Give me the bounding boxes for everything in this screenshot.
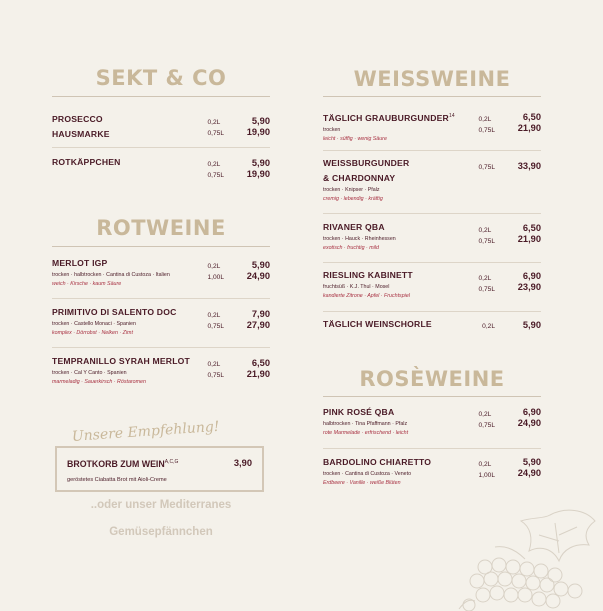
wine-sizes: 0,2L 0,75L: [478, 411, 495, 429]
wine-taste: rote Marmelade · erfrischend · leicht: [323, 430, 409, 436]
wine-name: RIESLING KABINETT: [323, 270, 413, 280]
wine-desc: trocken: [323, 126, 341, 133]
wine-taste: leicht · süffig · wenig Säure: [323, 135, 387, 142]
recommendation-desc: geröstetes Ciabatta Brot mit Aioli-Creme: [67, 477, 167, 483]
rose-heading: ROSÈWEINE: [359, 367, 505, 391]
divider: [323, 150, 541, 151]
wine-taste: Erdbeere · Vanille · weiße Blüten: [323, 480, 401, 486]
wine-name: RIVANER QBA: [323, 222, 385, 232]
weiss-heading-rule: [323, 96, 541, 97]
recommendation-title: Unsere Empfehlung!: [71, 418, 220, 445]
grape-vine-illustration: [455, 505, 603, 611]
rot-heading-rule: [52, 246, 270, 247]
wine-sizes: 0,75L: [478, 164, 495, 171]
wine-prices: 6,50 21,90: [246, 358, 270, 379]
wine-item-primitivo: [52, 305, 270, 338]
wine-name: PINK ROSÉ QBA: [323, 407, 395, 417]
wine-item-pink-rose: [323, 405, 541, 438]
sekt-heading: SEKT & CO: [95, 66, 227, 90]
wine-prices: 6,90 24,90: [517, 407, 541, 428]
sekt-heading-rule: [52, 96, 270, 97]
wine-desc: trocken · Knipser · Pfalz: [323, 187, 380, 193]
divider: [323, 448, 541, 449]
rot-heading: ROTWEINE: [96, 216, 226, 240]
wine-name: TÄGLICH WEINSCHORLE: [323, 319, 432, 329]
wine-sizes: 0,2L 1,00L: [478, 461, 495, 479]
wine-item-grauburgunder: [323, 109, 541, 144]
wine-prices: 6,90 23,90: [517, 271, 541, 292]
wine-prices: 33,90: [517, 161, 541, 171]
divider: [323, 262, 541, 263]
wine-sizes: 0,2L 0,75L: [478, 116, 495, 134]
wine-prices: 5,90 24,90: [246, 260, 270, 281]
wine-desc: trocken · Cal Y Canto · Spanien: [52, 370, 127, 376]
wine-item-merlot: [52, 256, 270, 289]
recommendation-price: 3,90: [233, 458, 252, 468]
wine-sizes: 0,2L: [482, 323, 495, 330]
wine-taste: komplex · Dörrobst · Nelken · Zimt: [52, 330, 133, 336]
wine-desc: trocken · Hauck · Rheinhessen: [323, 236, 396, 242]
wine-desc: halbtrocken · Tina Pfaffmann · Pfalz: [323, 421, 408, 427]
wine-sizes: 0,2L 0,75L: [207, 361, 224, 379]
wine-prices: 5,90 19,90: [246, 158, 270, 179]
wine-prices: 5,90 19,90: [246, 116, 270, 137]
wine-sizes: 0,2L 1,00L: [207, 263, 224, 281]
wine-name: BARDOLINO CHIARETTO: [323, 457, 432, 467]
rose-heading-rule: [323, 396, 541, 397]
wine-item-rotkaeppchen: [52, 155, 270, 179]
wine-sizes: 0,2L 0,75L: [207, 312, 224, 330]
tagline-line2: Gemüsepfännchen: [109, 526, 213, 538]
wine-name: MERLOT IGP: [52, 258, 108, 268]
tagline-line1: ..oder unser Mediterranes: [90, 499, 232, 511]
wine-name: PRIMITIVO DI SALENTO DOC: [52, 307, 177, 317]
wine-prices: 7,90 27,90: [246, 309, 270, 330]
wine-name: PROSECCO HAUSMARKE: [52, 114, 110, 139]
wine-item-rivaner: [323, 220, 541, 253]
wine-item-bardolino: [323, 455, 541, 488]
divider: [323, 213, 541, 214]
divider: [52, 147, 270, 148]
wine-prices: 5,90: [522, 320, 541, 330]
wine-taste: kandierte Zitrone · Apfel · Fruchtspiel: [323, 293, 410, 299]
wine-sizes: 0,2L 0,75L: [207, 119, 224, 137]
wine-item-tempranillo: [52, 354, 270, 387]
wine-name: WEISSBURGUNDER & CHARDONNAY: [323, 158, 410, 183]
wine-name: TEMPRANILLO SYRAH MERLOT: [52, 356, 190, 366]
wine-prices: 5,90 24,90: [517, 457, 541, 478]
weiss-heading: WEISSWEINE: [353, 67, 511, 91]
wine-item-riesling: [323, 268, 541, 301]
divider: [52, 298, 270, 299]
wine-desc: trocken · Cantina di Custoza · Veneto: [323, 471, 412, 477]
wine-taste: cremig · lebendig · kräftig: [323, 196, 383, 202]
wine-taste: weich · Kirsche · kaum Säure: [52, 281, 122, 287]
wine-sizes: 0,2L 0,75L: [478, 227, 495, 245]
wine-desc: fruchtsüß · K.J. Thul · Mosel: [323, 284, 390, 290]
wine-item-weissburgunder: [323, 156, 541, 204]
wine-sizes: 0,2L 0,75L: [478, 275, 495, 293]
wine-item-prosecco: [52, 112, 270, 142]
wine-prices: 6,50 21,90: [517, 112, 541, 133]
wine-taste: exotisch · fruchtig · mild: [323, 245, 379, 251]
divider: [323, 311, 541, 312]
wine-prices: 6,50 21,90: [517, 223, 541, 244]
wine-sizes: 0,2L 0,75L: [207, 161, 224, 179]
wine-item-weinschorle: [323, 317, 541, 332]
wine-name: TÄGLICH GRAUBURGUNDER$^{14}$: [323, 112, 455, 123]
recommendation-box: [55, 446, 264, 492]
wine-desc: trocken · halbtrocken · Cantina di Custoza · Italien: [52, 272, 170, 278]
wine-name: ROTKÄPPCHEN: [52, 157, 121, 167]
wine-taste: marmeladig · Sauerkirsch · Röstaromen: [52, 379, 146, 385]
wine-desc: trocken · Castello Monaci · Spanien: [52, 321, 136, 327]
divider: [52, 347, 270, 348]
recommendation-name: BROTKORB ZUM $WEIN^{A,C,G}$: [67, 459, 179, 469]
